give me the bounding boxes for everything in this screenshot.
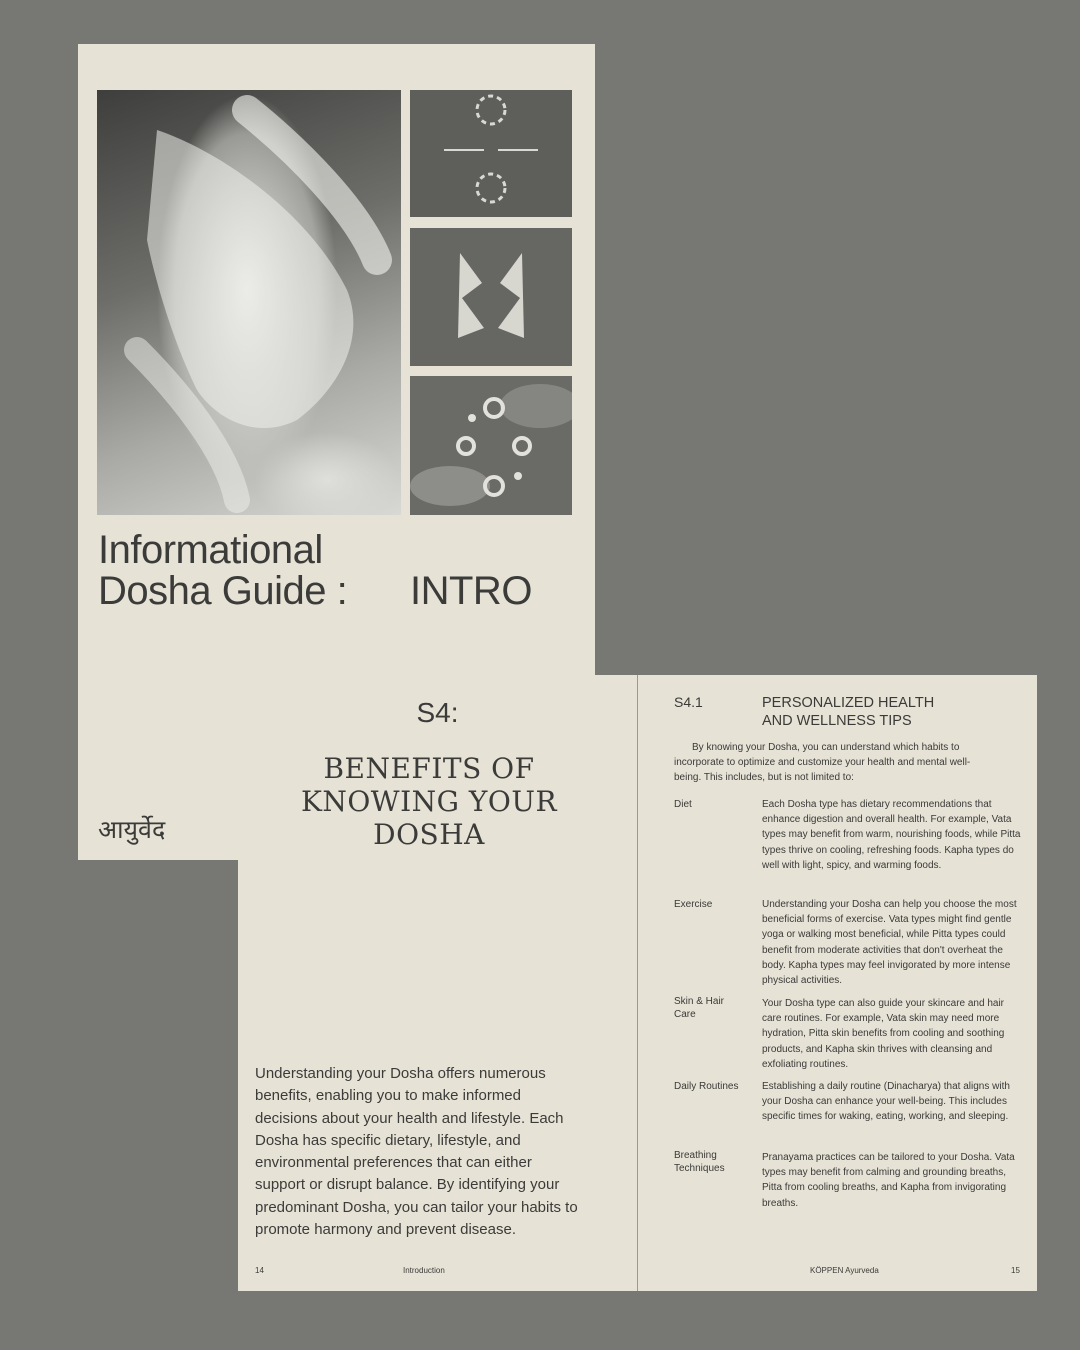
hand-illustration bbox=[97, 90, 401, 515]
tip-text: Pranayama practices can be tailored to your Dosha. Vata types may benefit from calming and grounding breaths, Pitta from cooling breaths, and Kapha from invigorating breaths. bbox=[762, 1152, 1015, 1209]
title-line1: PERSONALIZED HEALTH bbox=[762, 695, 935, 711]
tip-text: Each Dosha type has dietary recommendations that enhance digestion and overall health. For example, Vata types may benefit from warm, nourishing foods, while Pitta types thrive on cooling, refreshing foods. Kapha types do well with light, spicy, and warming foods. bbox=[762, 799, 1021, 871]
left-section-number: S4: bbox=[416, 697, 459, 728]
heading-line1: BENEFITS OF bbox=[323, 752, 535, 785]
heading-line3: DOSHA bbox=[373, 818, 485, 851]
right-section-title bbox=[762, 694, 934, 730]
spread-fold bbox=[637, 675, 638, 1291]
cover-title-line1: Informational bbox=[98, 528, 323, 572]
thumbnail-mirror-shapes bbox=[410, 228, 572, 366]
sanskrit-wordmark: आयुर्वेद bbox=[98, 815, 166, 844]
heading-line2: KNOWING YOUR bbox=[300, 785, 558, 818]
title-line2: AND WELLNESS TIPS bbox=[762, 713, 912, 729]
tip-label: Exercise bbox=[674, 899, 713, 910]
tip-label: Daily Routines bbox=[674, 1081, 739, 1092]
left-body-text: Understanding your Dosha offers numerous benefits, enabling you to make informed decisions about your health and lifestyle. Each Dosha has specific dietary, lifestyle, and environmental preferences that can either support or disrupt balance. By identifying your predominant Dosha, you can tailor your habits to promote harmony and prevent disease. bbox=[255, 1065, 578, 1239]
hand-photo bbox=[97, 90, 401, 515]
tip-label: Skin & Hair Care bbox=[674, 996, 725, 1020]
tip-label: Breathing Techniques bbox=[674, 1150, 725, 1174]
cover-title-suffix: INTRO bbox=[410, 569, 532, 613]
thumbnail-circles bbox=[410, 90, 572, 217]
cover-title bbox=[98, 530, 347, 612]
right-footer-brand: KÖPPEN Ayurveda bbox=[810, 1266, 879, 1275]
left-page-number: 14 bbox=[255, 1266, 264, 1275]
right-section-number: S4.1 bbox=[674, 694, 703, 710]
tip-text: Your Dosha type can also guide your skincare and hair care routines. For example, Vata skin may need more hydration, Pitta skin benefits from cooling and soothing products, and Kapha skin thrives with cleansing and exfoliating routines. bbox=[762, 998, 1005, 1070]
right-page-number: 15 bbox=[1011, 1266, 1020, 1275]
cover-title-line2: Dosha Guide : bbox=[98, 569, 348, 613]
book-spread bbox=[238, 675, 1037, 1291]
tip-label: Diet bbox=[674, 799, 692, 810]
thumbnail-sky-rings bbox=[410, 376, 572, 515]
tip-text: Establishing a daily routine (Dinacharya) that aligns with your Dosha can enhance your well-being. This includes specific times for waking, eating, working, and sleeping. bbox=[762, 1081, 1010, 1123]
right-intro-text: By knowing your Dosha, you can understand which habits to incorporate to optimize and customize your health and mental well-being. This includes, but is not limited to: bbox=[674, 742, 971, 784]
tip-text: Understanding your Dosha can help you choose the most beneficial forms of exercise. Vata types might find gentle yoga or walking most beneficial, while Pitta types could benefit from moderate activities that don't overheat the body. Kapha types may feel invigorated by more intense physical activities. bbox=[762, 899, 1017, 987]
left-heading bbox=[238, 752, 620, 851]
left-footer-label: Introduction bbox=[403, 1266, 445, 1275]
